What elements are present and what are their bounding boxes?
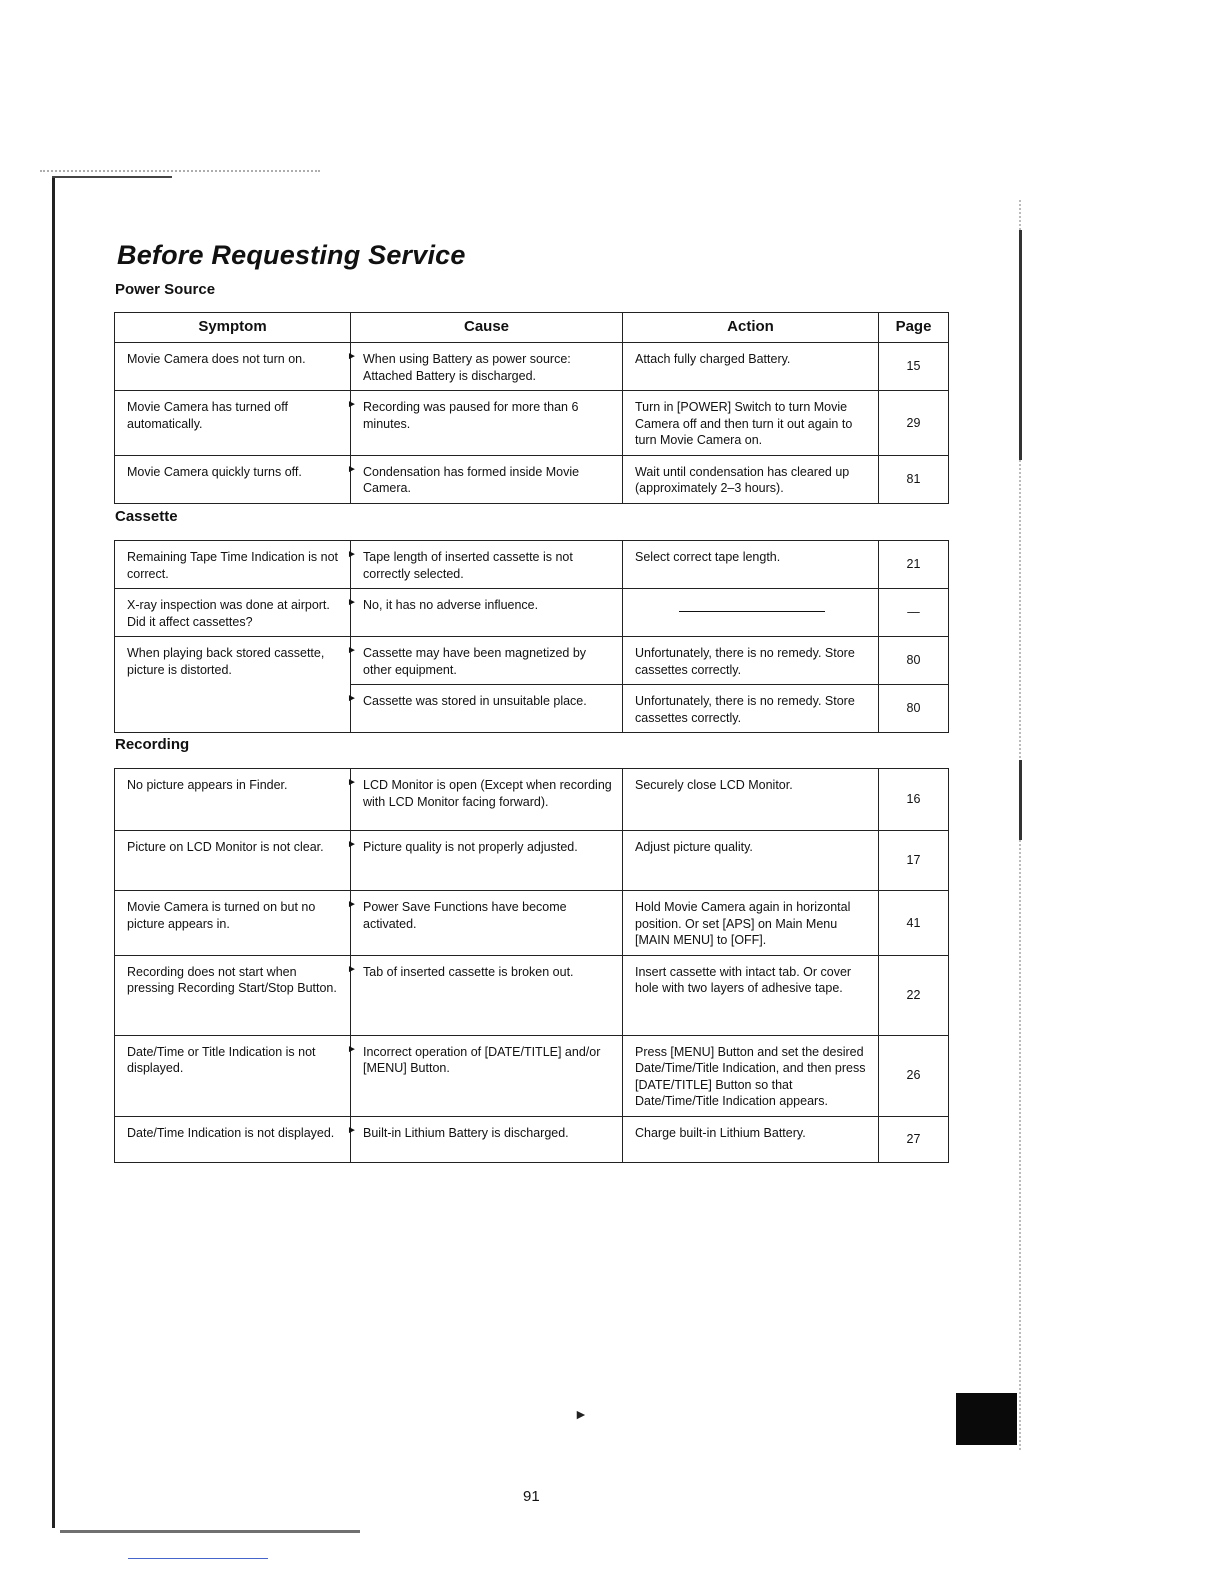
cause-text: Cassette may have been magnetized by other equipment. (363, 646, 587, 677)
action-cell: Unfortunately, there is no remedy. Store cassettes correctly. (623, 637, 879, 685)
cause-text: Picture quality is not properly adjusted. (363, 840, 578, 854)
arrow-right-icon: ► (347, 839, 357, 850)
page-cell: 80 (879, 637, 949, 685)
chapter-tab (956, 1393, 1017, 1445)
page-cell: 81 (879, 455, 949, 503)
table-row (115, 589, 949, 637)
arrow-right-icon: ► (347, 351, 357, 362)
symptom-cell: Movie Camera does not turn on. (115, 343, 351, 391)
action-cell: Turn in [POWER] Switch to turn Movie Camera off and then turn it out again to turn Movie Camera on. (623, 391, 879, 456)
action-cell: Unfortunately, there is no remedy. Store cassettes correctly. (623, 685, 879, 733)
scan-edge-bottom (60, 1530, 360, 1543)
table-row (115, 1116, 949, 1162)
symptom-cell: Recording does not start when pressing Recording Start/Stop Button. (115, 955, 351, 1035)
arrow-right-icon: ► (347, 1043, 357, 1055)
page-cell: 15 (879, 343, 949, 391)
symptom-cell: No picture appears in Finder. (115, 769, 351, 831)
cause-text: Tab of inserted cassette is broken out. (363, 964, 574, 979)
action-cell: Wait until condensation has cleared up (approximately 2–3 hours). (623, 455, 879, 503)
table-power-source (114, 312, 949, 504)
table-row (115, 343, 949, 391)
arrow-right-icon: ► (347, 645, 357, 656)
symptom-cell: Movie Camera has turned off automatically. (115, 391, 351, 456)
section-title-cassette: Cassette (115, 508, 178, 525)
cause-cell (347, 685, 623, 733)
symptom-cell: Remaining Tape Time Indication is not correct. (115, 541, 351, 589)
table-row (115, 891, 949, 956)
page-edge-right-mark (1019, 230, 1022, 460)
cause-cell (347, 955, 623, 1035)
header-symptom: Symptom (115, 313, 351, 343)
page-edge-right-mark (1019, 760, 1022, 840)
cause-cell (347, 637, 623, 685)
symptom-cell: Movie Camera is turned on but no picture appears in. (115, 891, 351, 956)
table-row (115, 455, 949, 503)
action-cell: Select correct tape length. (623, 541, 879, 589)
action-cell: Press [MENU] Button and set the desired Date/Time/Title Indication, and then press [DATE/TITLE] Button so that Date/Time/Title Indication appears. (623, 1035, 879, 1116)
arrow-right-icon: ► (347, 963, 357, 975)
symptom-cell: Date/Time or Title Indication is not displayed. (115, 1035, 351, 1116)
table-cassette (114, 540, 949, 733)
cause-text: LCD Monitor is open (Except when recording with LCD Monitor facing forward). (363, 778, 612, 809)
symptom-cell: Movie Camera quickly turns off. (115, 455, 351, 503)
page-cell: 16 (879, 769, 949, 831)
cause-cell (347, 769, 623, 831)
table-row (115, 637, 949, 685)
cause-cell (347, 891, 623, 956)
page-cell: 29 (879, 391, 949, 456)
page-cell: 17 (879, 831, 949, 891)
page-cell: 22 (879, 955, 949, 1035)
arrow-right-icon: ► (347, 549, 357, 560)
page-edge-left (52, 178, 55, 1528)
arrow-mark-icon: ► (574, 1406, 588, 1422)
cause-cell (347, 343, 623, 391)
cause-text: Cassette was stored in unsuitable place. (363, 694, 587, 708)
table-recording (114, 768, 949, 1163)
page-cell: 26 (879, 1035, 949, 1116)
table-row (115, 831, 949, 891)
scan-line-bottom (128, 1558, 268, 1559)
table-row (115, 541, 949, 589)
scan-edge-top (40, 170, 320, 180)
no-action-line (679, 611, 825, 612)
section-title-recording: Recording (115, 736, 190, 753)
cause-cell (347, 455, 623, 503)
action-cell (623, 589, 879, 637)
cause-cell (347, 589, 623, 637)
arrow-right-icon: ► (347, 777, 357, 788)
cause-text: When using Battery as power source: Attached Battery is discharged. (363, 352, 571, 383)
page-cell: — (879, 589, 949, 637)
arrow-right-icon: ► (347, 597, 357, 608)
page-number: 91 (523, 1488, 540, 1505)
header-cause: Cause (351, 313, 623, 343)
cause-text: Recording was paused for more than 6 minutes. (363, 400, 579, 431)
page-title: Before Requesting Service (117, 240, 466, 270)
section-title-power: Power Source (115, 281, 216, 298)
cause-text: Built-in Lithium Battery is discharged. (363, 1125, 569, 1140)
cause-text: Condensation has formed inside Movie Camera. (363, 464, 580, 495)
cause-cell (347, 1035, 623, 1116)
action-cell: Adjust picture quality. (623, 831, 879, 891)
table-row (115, 1035, 949, 1116)
cause-text: No, it has no adverse influence. (363, 598, 539, 612)
arrow-right-icon: ► (347, 899, 357, 910)
cause-cell (347, 391, 623, 456)
header-page: Page (879, 313, 949, 343)
page-cell: 21 (879, 541, 949, 589)
table-row (115, 391, 949, 456)
page-cell: 41 (879, 891, 949, 956)
symptom-cell: When playing back stored cassette, picture is distorted. (115, 637, 351, 733)
table-row (115, 955, 949, 1035)
cause-text: Tape length of inserted cassette is not correctly selected. (363, 550, 573, 581)
table-header-row (115, 313, 949, 343)
symptom-cell: X-ray inspection was done at airport. Did it affect cassettes? (115, 589, 351, 637)
arrow-right-icon: ► (347, 463, 357, 475)
header-action: Action (623, 313, 879, 343)
page-cell: 27 (879, 1116, 949, 1162)
cause-cell (347, 541, 623, 589)
action-cell: Hold Movie Camera again in horizontal position. Or set [APS] on Main Menu [MAIN MENU] to [OFF]. (623, 891, 879, 956)
action-cell: Attach fully charged Battery. (623, 343, 879, 391)
action-cell: Insert cassette with intact tab. Or cover hole with two layers of adhesive tape. (623, 955, 879, 1035)
cause-text: Power Save Functions have become activated. (363, 900, 567, 931)
arrow-right-icon: ► (347, 399, 357, 410)
action-cell: Charge built-in Lithium Battery. (623, 1116, 879, 1162)
cause-cell (347, 831, 623, 891)
symptom-cell: Date/Time Indication is not displayed. (115, 1116, 351, 1162)
arrow-right-icon: ► (347, 1124, 357, 1136)
symptom-cell: Picture on LCD Monitor is not clear. (115, 831, 351, 891)
arrow-right-icon: ► (347, 693, 357, 704)
page-edge-top (52, 176, 172, 178)
cause-cell (347, 1116, 623, 1162)
table-row (115, 769, 949, 831)
cause-text: Incorrect operation of [DATE/TITLE] and/or [MENU] Button. (363, 1044, 601, 1075)
page-cell: 80 (879, 685, 949, 733)
action-cell: Securely close LCD Monitor. (623, 769, 879, 831)
